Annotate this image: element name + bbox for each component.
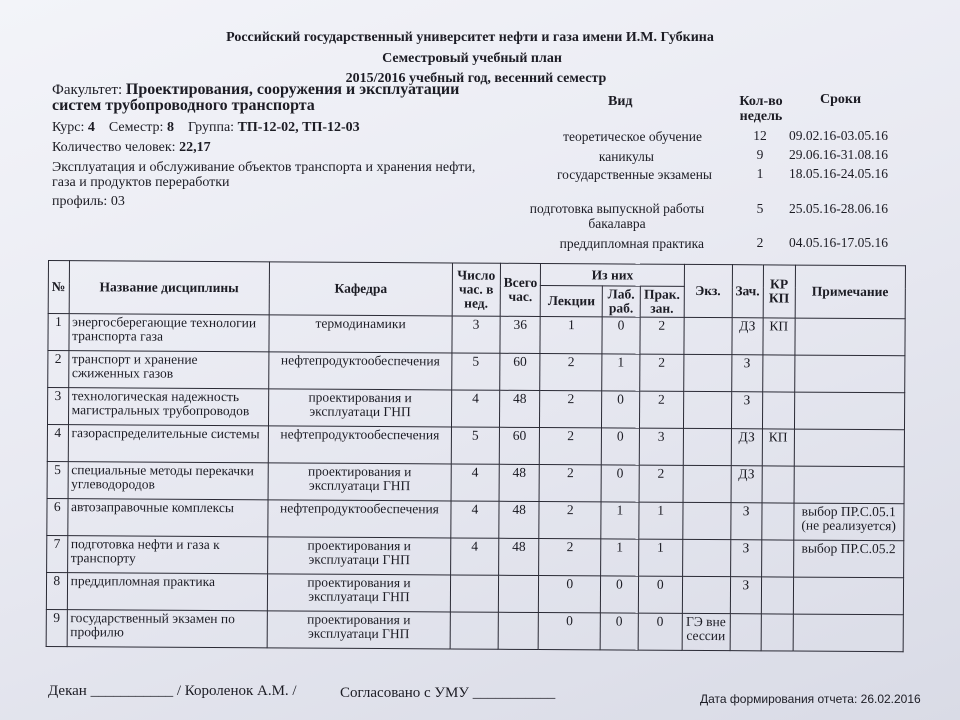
row-number-cell: 9 [46,609,67,646]
col-header-credit: Зач. [732,265,764,318]
total-hours-cell [498,575,539,612]
lecture-hours-cell: 2 [540,391,602,428]
practice-hours-cell: 1 [638,539,682,576]
total-hours-cell: 60 [499,427,540,464]
hours-per-week-cell: 5 [452,353,500,390]
lab-hours-cell: 0 [602,317,640,354]
lab-hours-cell: 1 [602,354,640,391]
col-header-exam: Экз. [684,264,732,317]
col-header-lab: Лаб. раб. [602,286,640,317]
credit-cell: З [730,540,762,577]
table-row [48,351,905,393]
hours-per-week-cell: 3 [452,316,500,353]
schedule-dates: 29.06.16-31.08.16 [789,147,888,162]
lab-hours-cell: 0 [601,428,639,465]
lecture-hours-cell: 2 [540,465,602,502]
department-cell: проектирования и эксплуатаци ГНП [267,574,450,612]
schedule-dates: 18.05.16-24.05.16 [789,166,888,181]
table-row [48,314,905,356]
disciplines-table [46,260,906,652]
semester-value: 8 [166,120,174,135]
coursework-cell: КП [763,318,795,355]
coursework-cell: КП [762,429,794,466]
approval-line: Согласовано с УМУ ___________ [340,685,556,701]
course-label: Курс: [52,120,85,135]
note-cell [794,429,905,467]
coursework-cell [761,577,793,614]
credit-cell: ДЗ [731,466,763,503]
total-hours-cell [498,612,539,649]
row-number-cell: 7 [47,535,68,572]
hours-per-week-cell: 4 [451,464,499,501]
schedule-vid: государственные экзамены [556,167,712,182]
schedule-weeks: 5 [756,201,764,216]
col-header-num: № [48,261,69,314]
total-hours-cell: 48 [498,538,539,575]
department-cell: нефтепродуктообеспечения [269,352,452,390]
schedule-vid: каникулы [598,149,654,164]
hours-per-week-cell: 4 [451,501,499,538]
department-cell: проектирования и эксплуатаци ГНП [268,537,451,575]
semester-label: Семестр: [108,120,164,135]
row-number-cell: 8 [46,572,67,609]
department-cell: нефтепродуктообеспечения [268,500,451,538]
exam-cell [682,576,730,613]
lecture-hours-cell: 0 [539,613,601,650]
note-cell [794,355,905,393]
row-number-cell: 1 [48,314,69,351]
hours-per-week-cell: 4 [451,390,499,427]
exam-cell [683,465,731,502]
credit-cell: З [730,503,762,540]
department-cell: проектирования и эксплуатаци ГНП [267,611,450,649]
note-cell [793,614,904,652]
credit-cell: З [731,392,763,429]
department-cell: нефтепродуктообеспечения [268,426,451,464]
coursework-cell [761,540,793,577]
practice-hours-cell: 3 [639,428,683,465]
table-row [47,498,904,540]
schedule-weeks: 9 [756,147,764,162]
total-hours-cell: 36 [500,316,541,353]
lab-hours-cell: 0 [601,465,639,502]
department-cell: термодинамики [269,315,452,353]
table-row [46,572,903,614]
col-header-note: Примечание [795,265,906,319]
count-line [52,140,211,155]
exam-cell [683,354,731,391]
discipline-name-cell: технологическая надежность магистральных трубопроводов [68,388,269,426]
coursework-cell [761,614,793,651]
faculty-value: Проектирования, сооружения и эксплуатации систем трубопроводного транспорта [52,81,460,114]
col-header-prac: Прак. зан. [640,286,684,317]
schedule-dates: 04.05.16-17.05.16 [789,235,888,250]
count-label: Количество человек: [52,140,176,155]
hours-per-week-cell [450,612,498,649]
lab-hours-cell: 1 [601,502,639,539]
lab-hours-cell: 0 [601,391,639,428]
lecture-hours-cell: 2 [540,428,602,465]
table-row [46,609,903,651]
row-number-cell: 5 [47,461,68,498]
lecture-hours-cell: 2 [539,502,601,539]
hours-per-week-cell [450,575,498,612]
count-value: 22,17 [179,140,211,155]
credit-cell: З [731,355,763,392]
lab-hours-cell: 1 [601,539,639,576]
hours-per-week-cell: 5 [451,427,499,464]
credit-cell: З [730,577,762,614]
specialty: Эксплуатация и обслуживание объектов транспорта и хранения нефти, газа и продуктов переработки [52,160,476,190]
note-cell: выбор ПР.С.05.1 (не реализуется) [793,503,904,541]
table-row [47,388,904,430]
col-header-hours-week: Число час. в нед. [452,263,500,316]
lab-hours-cell: 0 [600,576,638,613]
lecture-hours-cell: 2 [539,539,601,576]
lab-hours-cell: 0 [600,613,638,650]
faculty-label: Факультет: [52,82,123,98]
schedule-weeks: 12 [753,128,767,143]
hours-per-week-cell: 4 [451,538,499,575]
practice-hours-cell: 2 [639,391,683,428]
exam-cell [683,428,731,465]
course-value: 4 [87,120,95,135]
table-row [47,535,904,577]
coursework-cell [762,466,794,503]
practice-hours-cell: 2 [639,465,683,502]
discipline-name-cell: преддипломная практика [67,573,268,611]
plan-title: Семестровый учебный план [382,51,562,66]
exam-cell [682,502,730,539]
col-header-name: Название дисциплины [69,261,270,315]
practice-hours-cell: 0 [638,613,682,650]
col-header-total: Всего час. [500,263,541,316]
table-row [47,425,904,467]
schedule-weeks: 1 [756,166,764,181]
row-number-cell: 3 [47,388,68,425]
note-cell [794,392,905,430]
coursework-cell [762,503,794,540]
credit-cell [730,614,762,651]
exam-cell: ГЭ вне сессии [682,613,730,650]
dean-signature-line: Декан ___________ / Короленок А.М. / [48,683,297,699]
total-hours-cell: 48 [499,501,540,538]
practice-hours-cell: 0 [638,576,682,613]
discipline-name-cell: энергосберегающие технологии транспорта газа [69,314,270,352]
schedule-vid: преддипломная практика [559,236,704,251]
note-cell [795,318,906,356]
schedule-weeks: 2 [756,235,764,250]
schedule-vid: теоретическое обучение [563,129,702,144]
row-number-cell: 4 [47,425,68,462]
discipline-name-cell: подготовка нефти и газа к транспорту [67,536,268,574]
academic-year: 2015/2016 учебный год, весенний семестр [345,71,607,86]
profile: профиль: 03 [52,194,125,209]
department-cell: проектирования и эксплуатаци ГНП [269,389,452,427]
discipline-name-cell: государственный экзамен по профилю [67,610,268,648]
faculty-line [52,82,512,114]
schedule-header-dates: Сроки [820,92,862,107]
discipline-name-cell: транспорт и хранение сжиженных газов [68,351,269,389]
department-cell: проектирования и эксплуатаци ГНП [268,463,451,501]
note-cell: выбор ПР.С.05.2 [793,540,904,578]
coursework-cell [763,355,795,392]
schedule-header-vid: Вид [608,94,633,109]
practice-hours-cell: 1 [639,502,683,539]
col-header-of-them: Из них [541,264,684,287]
discipline-name-cell: специальные методы перекачки углеводородов [68,462,269,500]
total-hours-cell: 48 [499,390,540,427]
exam-cell [683,391,731,428]
total-hours-cell: 48 [499,464,540,501]
group-label: Группа: [187,120,235,135]
report-date: Дата формирования отчета: 26.02.2016 [700,692,921,706]
exam-cell [682,539,730,576]
note-cell [794,466,905,504]
col-header-kr: КР КП [763,265,795,318]
discipline-name-cell: газораспределительные системы [68,425,269,463]
schedule-header-weeks: Кол-во недель [739,94,783,124]
table-row [47,461,904,503]
note-cell [793,577,904,615]
practice-hours-cell: 2 [639,354,683,391]
credit-cell: ДЗ [731,318,763,355]
lecture-hours-cell: 0 [539,576,601,613]
credit-cell: ДЗ [731,429,763,466]
course-line [52,120,360,135]
group-value: ТП-12-02, ТП-12-03 [237,120,360,135]
table-body [46,314,905,652]
row-number-cell: 6 [47,498,68,535]
schedule-vid: подготовка выпускной работы бакалавра [529,201,705,231]
lecture-hours-cell: 1 [540,317,602,354]
col-header-dept: Кафедра [269,262,452,316]
practice-hours-cell: 2 [640,317,684,354]
col-header-lect: Лекции [541,286,603,317]
coursework-cell [762,392,794,429]
university-title: Российский государственный университет нефти и газа имени И.М. Губкина [226,30,714,45]
exam-cell [684,317,732,354]
total-hours-cell: 60 [499,353,540,390]
discipline-name-cell: автозаправочные комплексы [67,499,268,537]
schedule-dates: 09.02.16-03.05.16 [789,128,888,143]
row-number-cell: 2 [48,351,69,388]
schedule-dates: 25.05.16-28.06.16 [789,201,888,216]
lecture-hours-cell: 2 [540,354,602,391]
